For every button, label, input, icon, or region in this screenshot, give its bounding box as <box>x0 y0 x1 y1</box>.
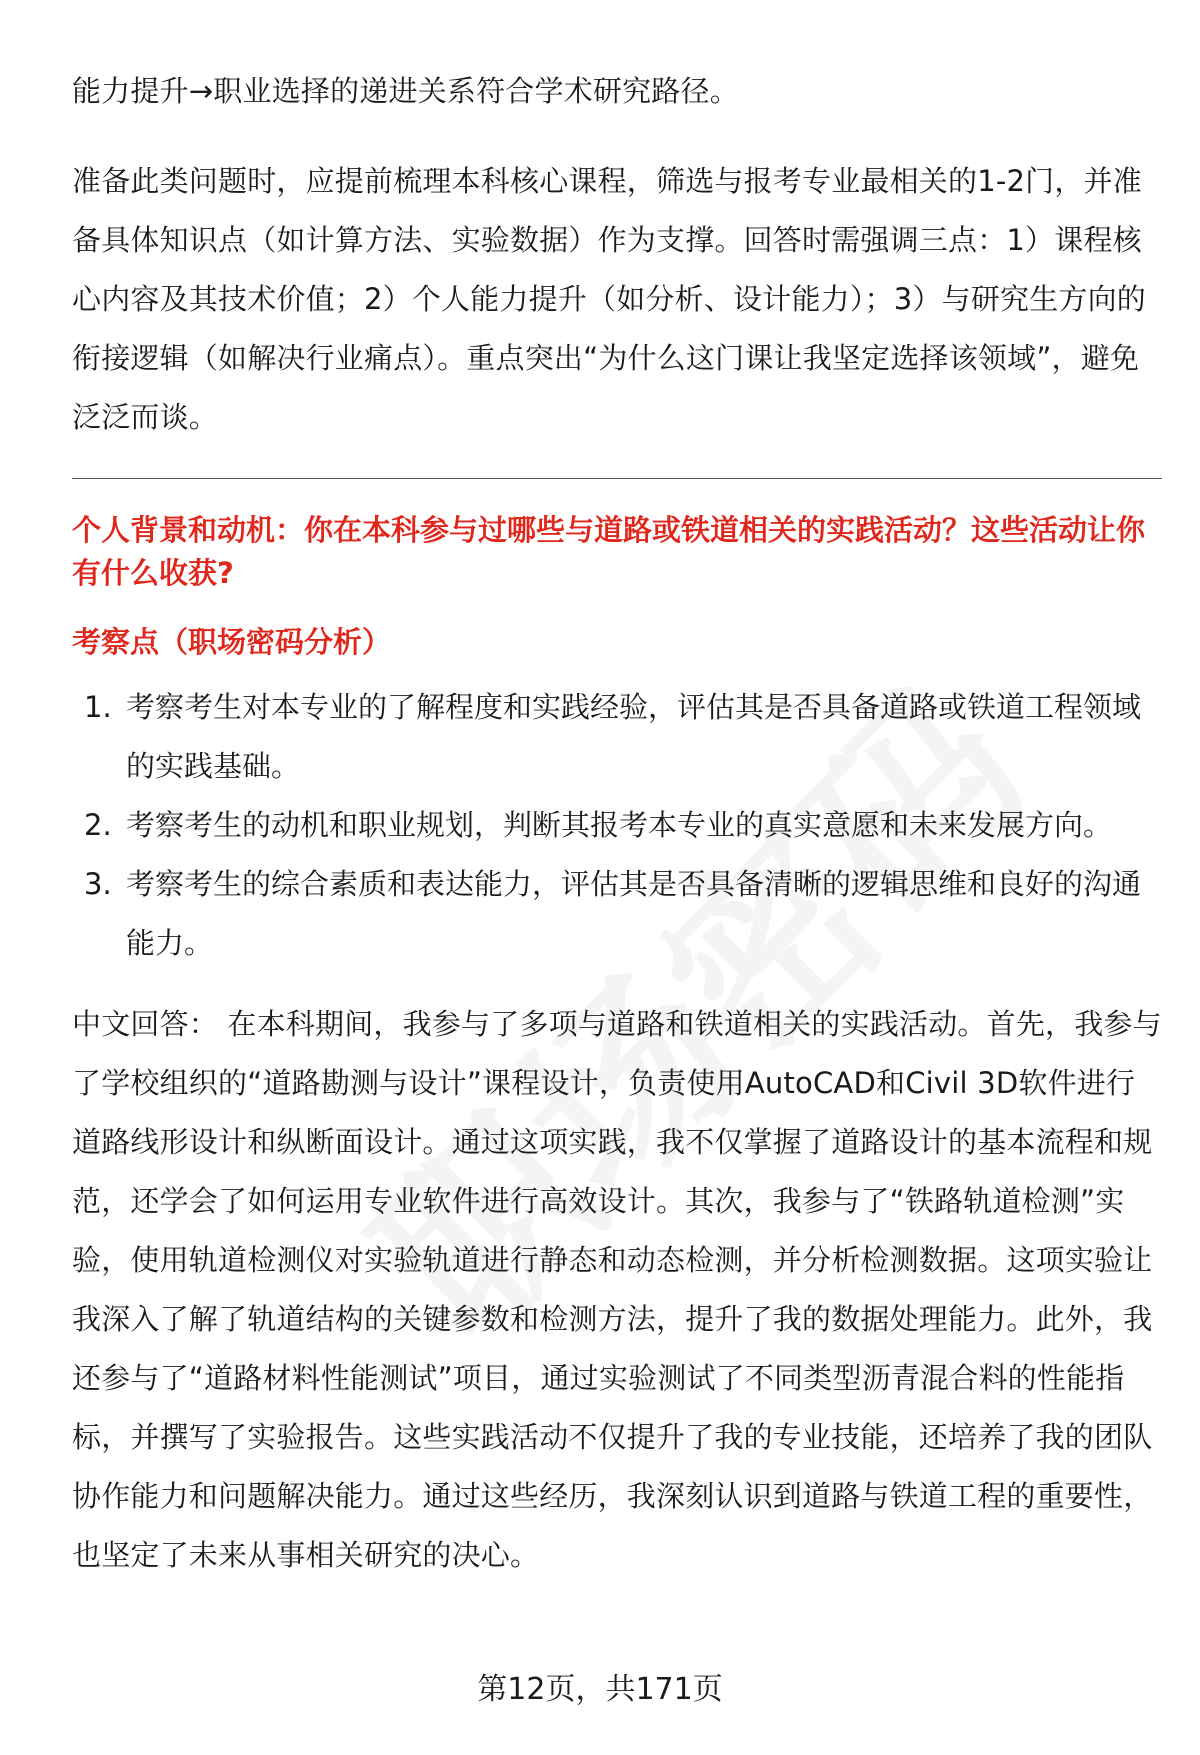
advice-paragraph: 准备此类问题时，应提前梳理本科核心课程，筛选与报考专业最相关的1-2门，并准备具体知识点（如计算方法、实验数据）作为支撑。回答时需强调三点：1）课程核心内容及其技术价值；2）个人能力提升（如分析、设计能力）；3）与研究生方向的衔接逻辑（如解决行业痛点）。重点突出“为什么这门课让我坚定选择该领域”，避免泛泛而谈。 <box>72 164 1147 434</box>
examination-points-heading: 考察点（职场密码分析） <box>72 625 392 659</box>
answer-paragraph: 中文回答： 在本科期间，我参与了多项与道路和铁道相关的实践活动。首先，我参与了学校组织的“道路勘测与设计”课程设计，负责使用AutoCAD和Civil 3D软件进行道路线形设计和纵断面设计。通过这项实践，我不仅掌握了道路设计的基本流程和规范，还学会了如何运用专业软件进行高效设计。其次，我参与了“铁路轨道检测”实验，使用轨道检测仪对实验轨道进行静态和动态检测，并分析检测数据。这项实验让我深入了解了轨道结构的关键参数和检测方法，提升了我的数据处理能力。此外，我还参与了“道路材料性能测试”项目，通过实验测试了不同类型沥青混合料的性能指标，并撰写了实验报告。这些实践活动不仅提升了我的专业技能，还培养了我的团队协作能力和问题解决能力。通过这些经历，我深刻认识到道路与铁道工程的重要性，也坚定了未来从事相关研究的决心。 <box>72 1007 1162 1572</box>
question-heading: 个人背景和动机：你在本科参与过哪些与道路或铁道相关的实践活动？这些活动让你有什么收获? <box>72 513 1146 590</box>
list-item-text: 考察考生的动机和职业规划，判断其报考本专业的真实意愿和未来发展方向。 <box>126 808 1113 842</box>
list-item <box>72 678 1162 796</box>
examination-points-list <box>72 678 1162 973</box>
list-item <box>72 855 1162 973</box>
list-item-number: 1. <box>84 690 112 724</box>
page-number: 第12页，共171页 <box>477 1672 723 1707</box>
page-content <box>72 62 1162 1585</box>
list-item-text: 考察考生的综合素质和表达能力，评估其是否具备清晰的逻辑思维和良好的沟通能力。 <box>126 867 1142 960</box>
intro-paragraph: 能力提升→职业选择的递进关系符合学术研究路径。 <box>72 74 739 108</box>
list-item-number: 3. <box>84 867 112 901</box>
list-item <box>72 796 1162 855</box>
list-item-number: 2. <box>84 808 112 842</box>
section-divider <box>72 478 1162 479</box>
list-item-text: 考察考生对本专业的了解程度和实践经验，评估其是否具备道路或铁道工程领域的实践基础。 <box>126 690 1142 783</box>
